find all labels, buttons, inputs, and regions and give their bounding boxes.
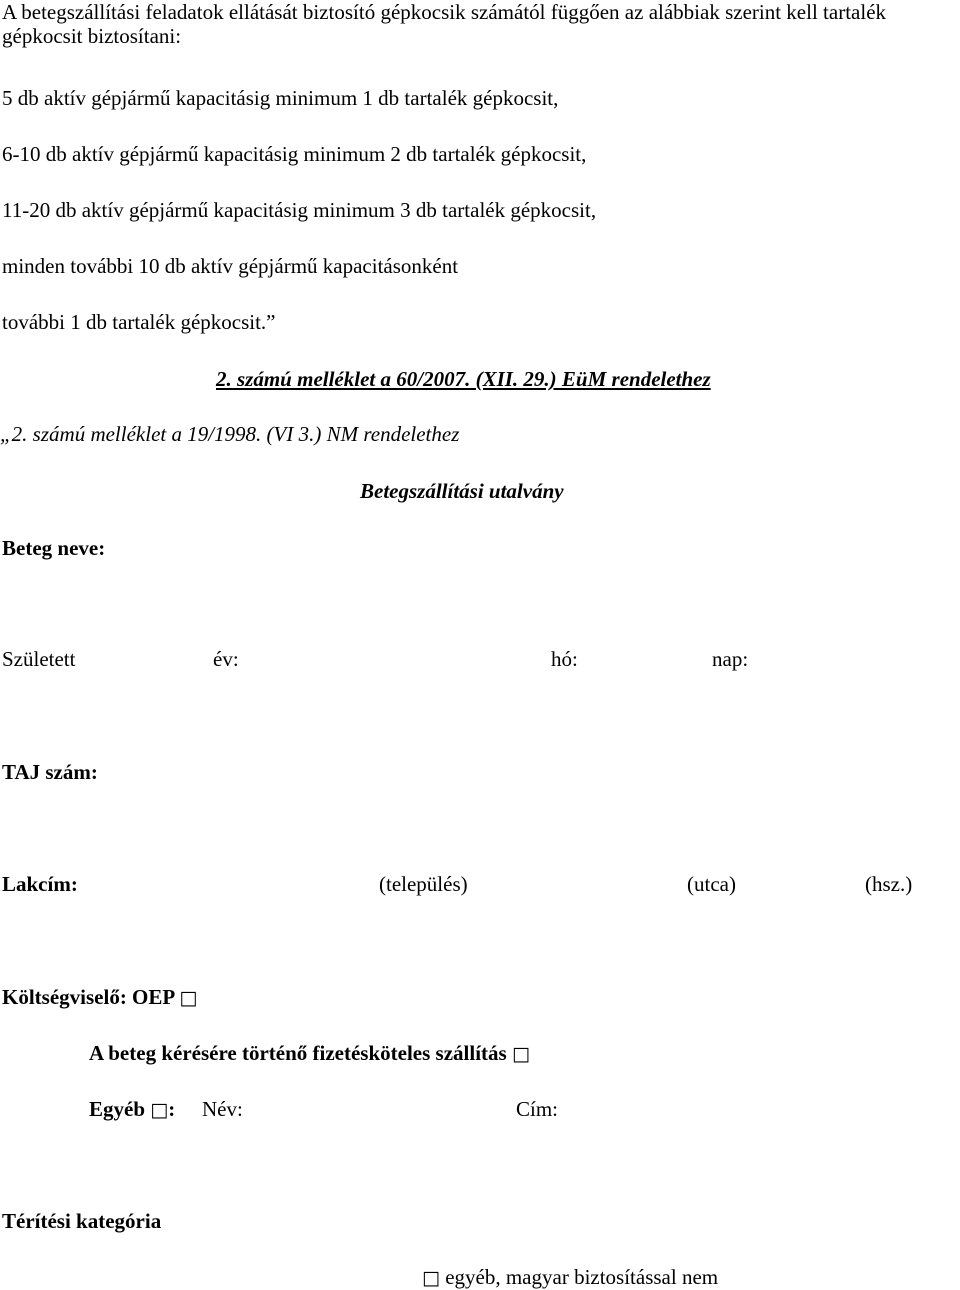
cost-bearer-row	[2, 985, 197, 1010]
cost-bearer-label: Költségviselő: OEP	[2, 985, 175, 1009]
other-cost-label: Egyéb	[89, 1097, 146, 1121]
rule-line-4: minden további 10 db aktív gépjármű kapacitásonként	[2, 254, 459, 278]
other-name-label: Név:	[202, 1097, 243, 1121]
address-house-number: (hsz.)	[865, 872, 913, 896]
form-title: Betegszállítási utalvány	[360, 479, 564, 503]
fee-category-label: Térítési kategória	[2, 1209, 162, 1233]
paid-transport-label: A beteg kérésére történő fizetésköteles szállítás	[89, 1041, 507, 1065]
rule-line-5: további 1 db tartalék gépkocsit.”	[2, 310, 276, 334]
born-label: Született	[2, 647, 76, 671]
intro-text: A betegszállítási feladatok ellátását biztosító gépkocsik számától függően az alábbiak szerint kell tartalék gépkocsit biztosítani:	[2, 0, 887, 48]
born-year-label: év:	[213, 647, 239, 671]
other-cost-row	[89, 1097, 175, 1122]
address-label: Lakcím:	[2, 872, 78, 896]
oep-checkbox[interactable]: □	[179, 987, 198, 1009]
taj-label: TAJ szám:	[2, 760, 98, 784]
paid-transport-row	[89, 1041, 530, 1066]
fee-option-row	[422, 1265, 718, 1290]
paid-transport-checkbox[interactable]: □	[511, 1043, 530, 1065]
fee-option-checkbox[interactable]: □	[422, 1267, 440, 1289]
other-cost-checkbox[interactable]: □	[150, 1099, 169, 1121]
other-address-label: Cím:	[516, 1097, 559, 1121]
rule-line-2: 6-10 db aktív gépjármű kapacitásig minimum 2 db tartalék gépkocsit,	[2, 142, 587, 166]
patient-name-label: Beteg neve:	[2, 536, 106, 560]
annex-heading: 2. számú melléklet a 60/2007. (XII. 29.) EüM rendelethez	[216, 367, 711, 391]
fee-option-label: egyéb, magyar biztosítással nem	[445, 1265, 719, 1289]
annex-subheading: „2. számú melléklet a 19/1998. (VI 3.) NM rendelethez	[0, 422, 460, 446]
other-cost-colon: :	[168, 1097, 176, 1121]
born-month-label: hó:	[551, 647, 578, 671]
born-day-label: nap:	[712, 647, 749, 671]
rule-line-3: 11-20 db aktív gépjármű kapacitásig minimum 3 db tartalék gépkocsit,	[2, 198, 597, 222]
address-street: (utca)	[687, 872, 736, 896]
address-settlement: (település)	[379, 872, 468, 896]
rule-line-1: 5 db aktív gépjármű kapacitásig minimum 1 db tartalék gépkocsit,	[2, 86, 559, 110]
